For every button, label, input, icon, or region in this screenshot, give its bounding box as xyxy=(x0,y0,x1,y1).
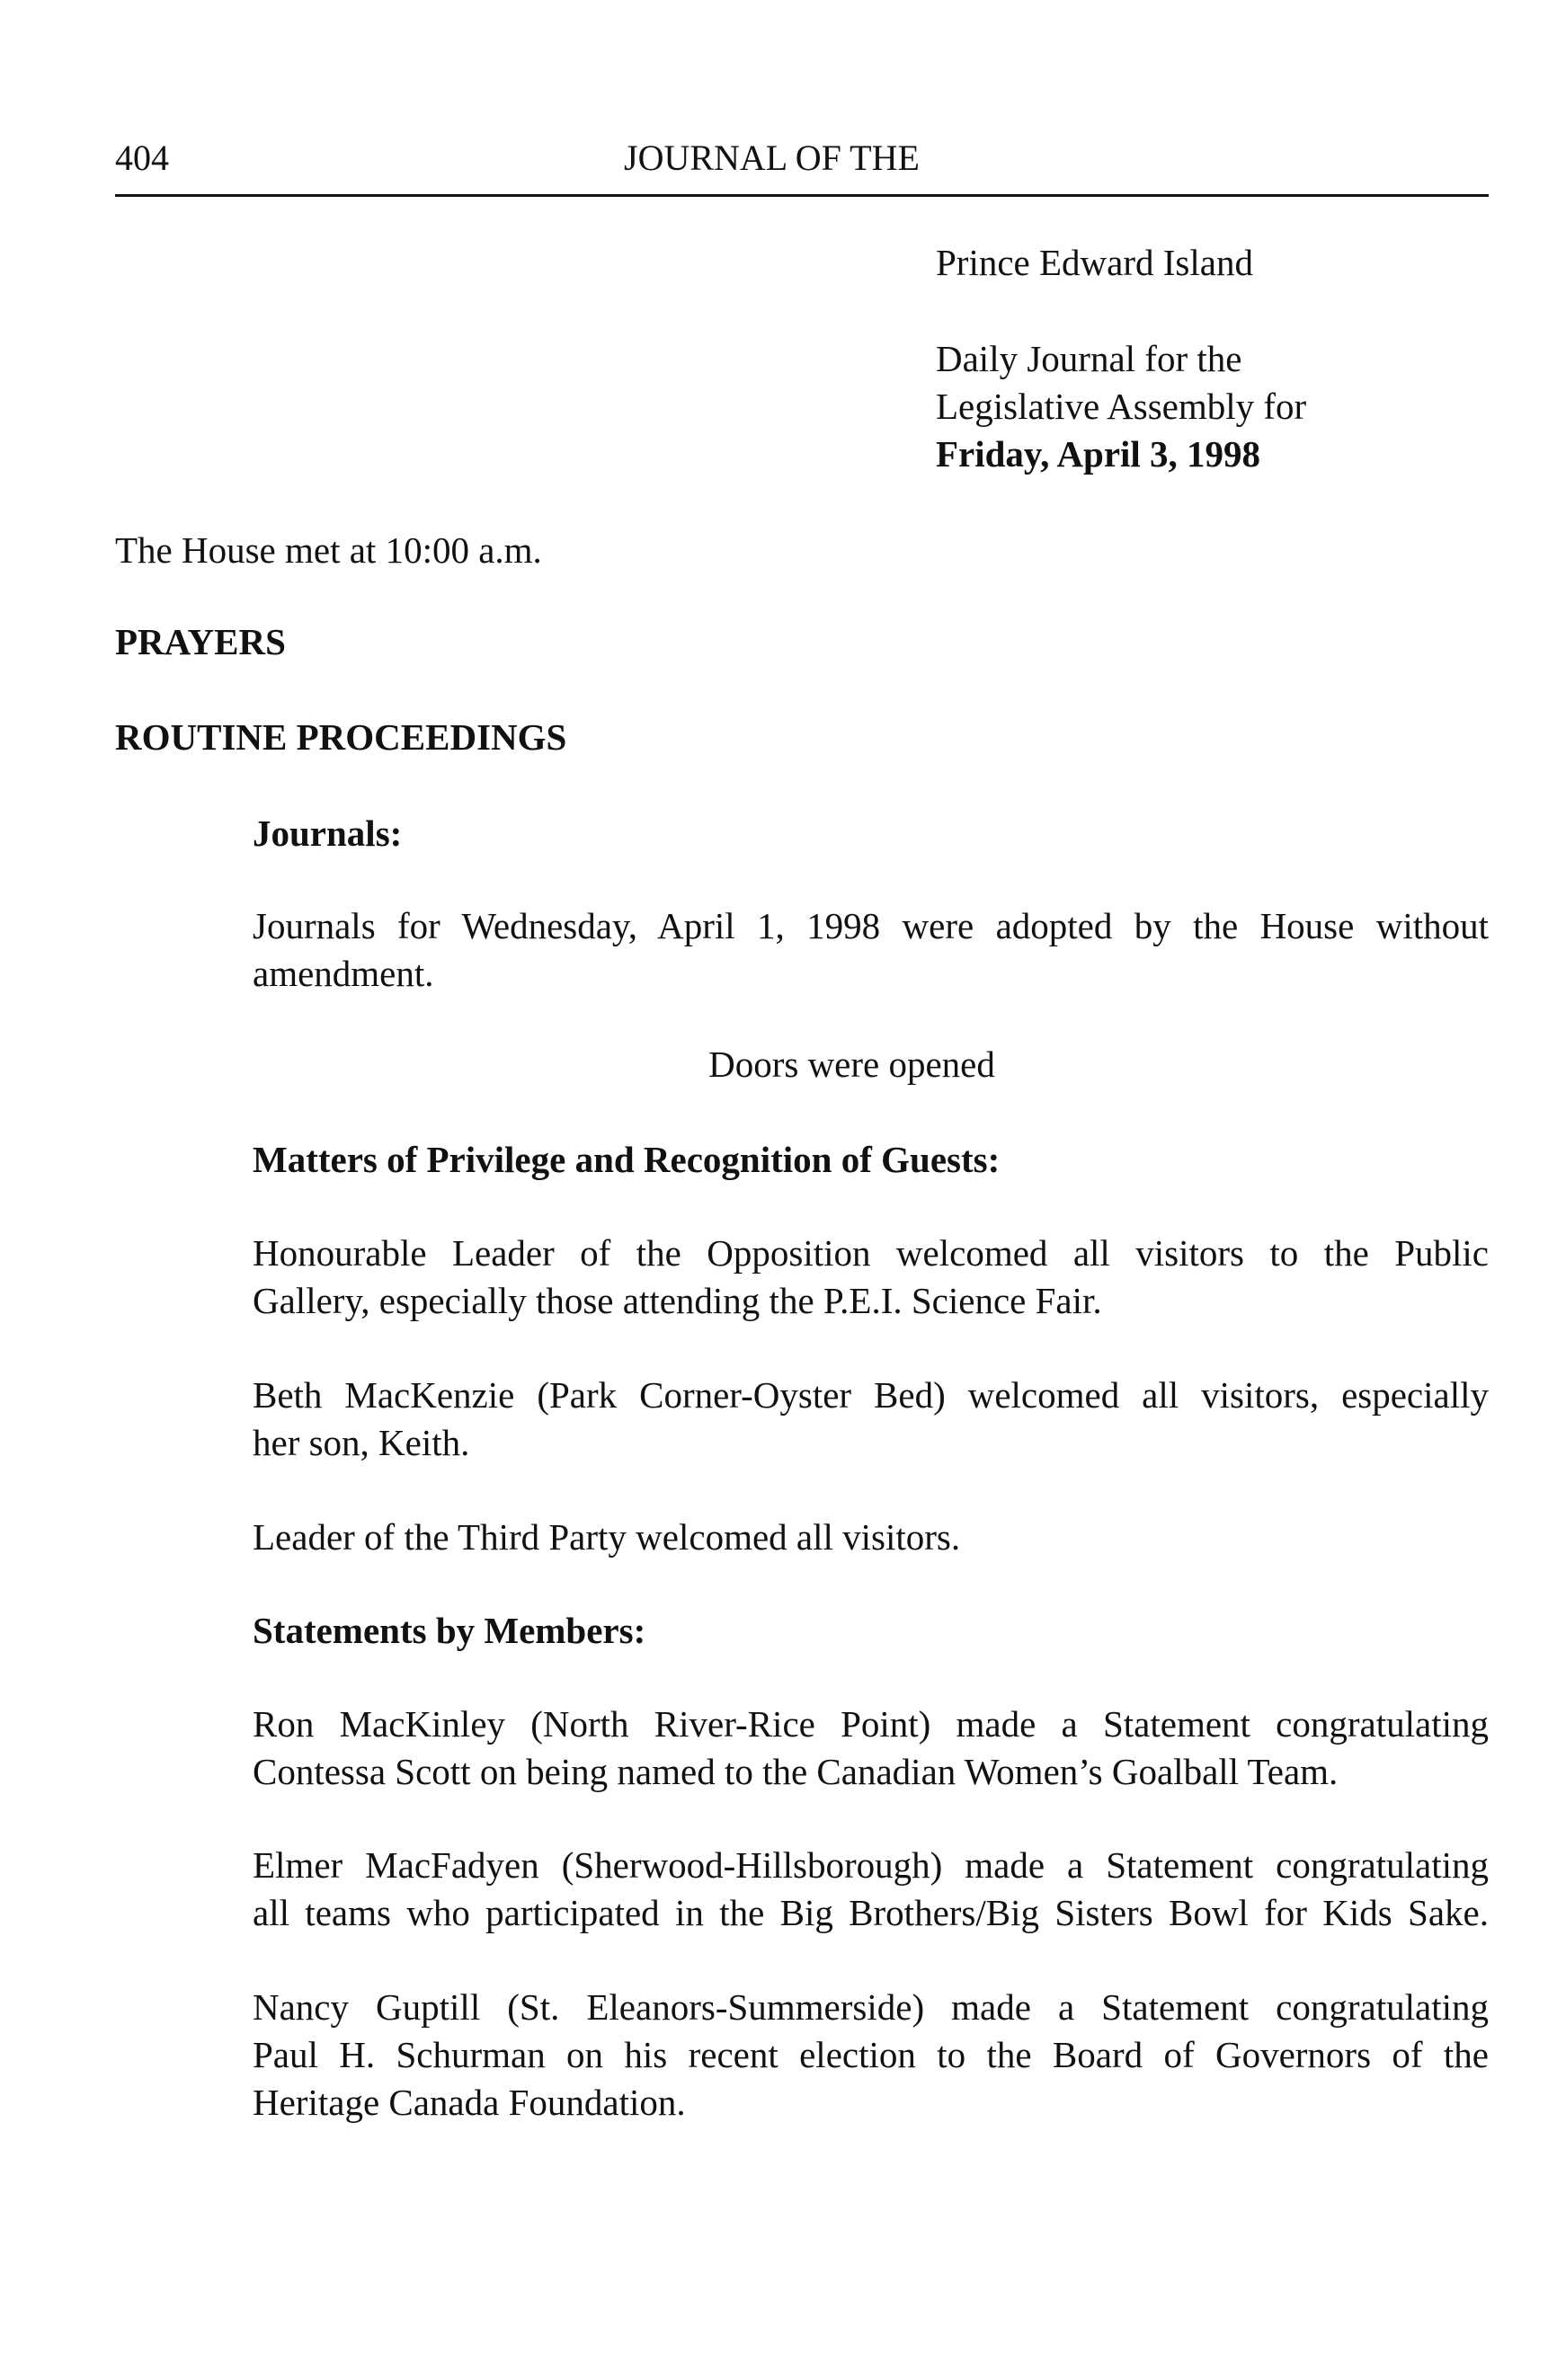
statements-paragraph-2 xyxy=(253,1842,1489,1937)
page-number: 404 xyxy=(115,138,169,178)
privilege-p2-line-2: her son, Keith. xyxy=(253,1422,470,1463)
masthead-line2: Legislative Assembly for xyxy=(936,386,1307,427)
privilege-p2-line-1: Beth MacKenzie (Park Corner-Oyster Bed) welcomed all visitors, especially xyxy=(253,1374,1489,1416)
statements-p2-line-2: all teams who participated in the Big Brothers/Big Sisters Bowl for Kids Sake. xyxy=(253,1892,1489,1933)
statements-p3-line-1: Nancy Guptill (St. Eleanors-Summerside) made a Statement congratulating xyxy=(253,1986,1489,2028)
doors-opened: Doors were opened xyxy=(708,1043,995,1085)
opening-line: The House met at 10:00 a.m. xyxy=(115,529,542,571)
masthead-province: Prince Edward Island xyxy=(936,242,1253,283)
header-rule xyxy=(115,194,1489,197)
privilege-paragraph-1 xyxy=(253,1230,1489,1325)
statements-paragraph-3 xyxy=(253,1984,1489,2127)
journals-paragraph xyxy=(253,902,1489,998)
statements-p2-line-1: Elmer MacFadyen (Sherwood-Hillsborough) made a Statement congratulating xyxy=(253,1844,1489,1886)
privilege-p1-line-1: Honourable Leader of the Opposition welcomed all visitors to the Public xyxy=(253,1232,1489,1274)
heading-prayers: PRAYERS xyxy=(115,621,286,662)
journals-line-1: Journals for Wednesday, April 1, 1998 were adopted by the House without xyxy=(253,905,1489,946)
statements-p1-line-1: Ron MacKinley (North River-Rice Point) made a Statement congratulating xyxy=(253,1703,1489,1745)
statements-paragraph-1 xyxy=(253,1701,1489,1796)
statements-p3-line-2: Paul H. Schurman on his recent election to the Board of Governors of the xyxy=(253,2034,1489,2075)
running-title: JOURNAL OF THE xyxy=(624,138,920,178)
privilege-p1-line-2: Gallery, especially those attending the P.E.I. Science Fair. xyxy=(253,1280,1102,1321)
masthead-line1: Daily Journal for the xyxy=(936,338,1242,379)
heading-statements: Statements by Members: xyxy=(253,1610,646,1651)
masthead-date: Friday, April 3, 1998 xyxy=(936,433,1261,475)
privilege-p3-line-1: Leader of the Third Party welcomed all visitors. xyxy=(253,1516,961,1558)
privilege-paragraph-3 xyxy=(253,1514,1489,1561)
statements-p3-line-3: Heritage Canada Foundation. xyxy=(253,2082,686,2123)
statements-p1-line-2: Contessa Scott on being named to the Canadian Women’s Goalball Team. xyxy=(253,1751,1339,1792)
heading-journals: Journals: xyxy=(253,813,403,854)
heading-privilege: Matters of Privilege and Recognition of Guests: xyxy=(253,1139,1001,1180)
journals-line-2: amendment. xyxy=(253,953,434,994)
heading-routine-proceedings: ROUTINE PROCEEDINGS xyxy=(115,716,567,758)
privilege-paragraph-2 xyxy=(253,1372,1489,1467)
